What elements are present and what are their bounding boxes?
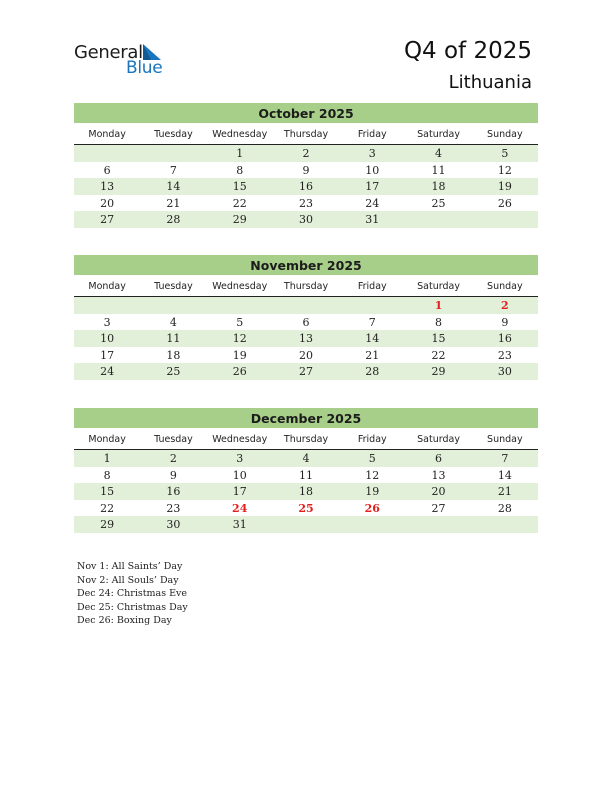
day-cell: 18 (298, 485, 313, 498)
week-row (74, 516, 538, 533)
day-cell: 23 (166, 501, 181, 515)
weekday-label: Sunday (487, 434, 523, 445)
day-cell: 22 (431, 348, 446, 362)
holiday-list (77, 560, 188, 628)
holiday-entry: Nov 2: All Souls’ Day (77, 574, 179, 586)
day-cell: 15 (100, 485, 115, 498)
day-cell: 31 (232, 518, 247, 531)
day-cell: 28 (365, 365, 380, 378)
week-row (74, 483, 538, 500)
weekday-header-row (74, 127, 538, 145)
day-cell: 9 (501, 315, 509, 329)
month-calendar-october (74, 103, 538, 228)
day-cell: 24 (365, 196, 380, 210)
week-row (74, 467, 538, 484)
week-row (74, 162, 538, 179)
weekday-label: Thursday (283, 281, 329, 292)
day-cell (472, 516, 538, 533)
day-cell: 16 (166, 485, 181, 498)
day-cell: 2 (169, 452, 177, 465)
weekday-label: Saturday (417, 281, 460, 292)
day-cell: 5 (368, 452, 376, 465)
day-cell: 27 (431, 501, 446, 515)
day-cell: 26 (497, 196, 512, 210)
day-cell: 29 (100, 518, 115, 531)
day-cell: 11 (298, 468, 313, 482)
holiday-entry: Nov 1: All Saints’ Day (77, 561, 183, 572)
day-cell: 10 (232, 468, 247, 482)
weekday-label: Monday (88, 129, 126, 140)
day-cell: 5 (501, 147, 509, 160)
day-cell (74, 145, 140, 162)
day-cell (405, 211, 471, 228)
weekday-label: Friday (357, 129, 387, 140)
week-row (74, 195, 538, 212)
day-cell: 3 (368, 147, 376, 160)
day-cell: 4 (169, 315, 177, 329)
day-cell: 18 (431, 180, 446, 193)
day-cell: 28 (497, 501, 512, 515)
weekday-label: Monday (88, 434, 126, 445)
weekday-label: Wednesday (212, 129, 268, 140)
day-cell (140, 145, 206, 162)
day-cell: 20 (298, 348, 313, 362)
day-cell: 7 (501, 452, 509, 465)
weekday-label: Thursday (283, 434, 329, 445)
day-cell: 11 (166, 332, 181, 345)
weekday-label: Saturday (417, 129, 460, 140)
weekday-label: Tuesday (154, 129, 193, 140)
week-row (74, 363, 538, 380)
day-cell (405, 516, 471, 533)
month-title: November 2025 (74, 255, 538, 275)
day-cell: 11 (431, 163, 446, 177)
weekday-label: Tuesday (154, 281, 193, 292)
day-cell: 31 (365, 213, 380, 226)
day-cell: 25 (166, 365, 181, 378)
day-cell: 6 (435, 452, 443, 465)
day-cell: 16 (298, 180, 313, 193)
day-cell (273, 297, 339, 314)
logo-text-general: General (74, 42, 143, 63)
weekday-label: Thursday (283, 129, 329, 140)
day-cell: 19 (232, 348, 247, 362)
weekday-label: Wednesday (212, 281, 268, 292)
holiday-day-cell: 26 (364, 501, 380, 515)
day-cell: 7 (368, 315, 376, 329)
day-cell (339, 297, 405, 314)
page-title: Q4 of 2025 (403, 38, 532, 64)
weekday-label: Friday (357, 434, 387, 445)
day-cell: 27 (100, 213, 115, 226)
logo-text-blue: Blue (126, 58, 163, 78)
day-cell: 2 (302, 147, 310, 160)
weekday-label: Friday (357, 281, 387, 292)
day-cell: 12 (497, 163, 512, 177)
day-cell: 17 (365, 180, 380, 193)
month-calendar-november (74, 255, 538, 380)
day-cell: 23 (497, 348, 512, 362)
week-row (74, 450, 538, 467)
day-cell: 12 (232, 332, 247, 345)
day-cell: 13 (431, 468, 446, 482)
day-cell: 3 (103, 315, 111, 329)
day-cell: 22 (100, 501, 115, 515)
day-cell (140, 297, 206, 314)
day-cell: 10 (100, 332, 115, 345)
day-cell: 30 (166, 518, 181, 531)
holiday-day-cell: 25 (298, 501, 314, 515)
month-title: December 2025 (74, 408, 538, 428)
holiday-entry: Dec 24: Christmas Eve (77, 588, 188, 599)
day-cell: 21 (365, 348, 380, 362)
day-cell: 28 (166, 213, 181, 226)
day-cell: 17 (100, 348, 115, 362)
holiday-entry: Dec 26: Boxing Day (77, 615, 172, 626)
day-cell: 13 (298, 332, 313, 345)
day-cell: 4 (435, 147, 443, 160)
day-cell: 23 (298, 196, 313, 210)
day-cell: 14 (365, 332, 380, 345)
generalblue-logo (74, 42, 174, 78)
day-cell: 9 (169, 468, 177, 482)
week-row (74, 211, 538, 228)
day-cell (339, 516, 405, 533)
holiday-entry: Dec 25: Christmas Day (77, 601, 188, 613)
day-cell: 16 (497, 332, 512, 345)
day-cell: 15 (232, 180, 247, 193)
day-cell: 19 (497, 180, 512, 193)
week-row (74, 145, 538, 162)
month-calendar-december (74, 408, 538, 533)
day-cell: 1 (236, 147, 244, 160)
week-row (74, 297, 538, 314)
week-row (74, 500, 538, 517)
day-cell: 21 (497, 485, 512, 498)
day-cell: 17 (232, 485, 247, 498)
month-title: October 2025 (74, 103, 538, 123)
day-cell: 15 (431, 332, 446, 345)
day-cell: 30 (298, 213, 313, 226)
holiday-day-cell: 1 (434, 299, 443, 312)
holiday-day-cell: 24 (232, 501, 248, 515)
day-cell: 6 (103, 163, 111, 177)
day-cell: 3 (236, 452, 244, 465)
day-cell: 4 (302, 452, 310, 465)
day-cell: 8 (236, 163, 244, 177)
day-cell: 12 (365, 468, 380, 482)
week-row (74, 347, 538, 364)
day-cell: 25 (431, 196, 446, 210)
day-cell: 8 (103, 468, 111, 482)
day-cell: 20 (100, 196, 115, 210)
day-cell: 24 (100, 365, 115, 378)
day-cell: 22 (232, 196, 247, 210)
day-cell (472, 211, 538, 228)
day-cell: 13 (100, 180, 115, 193)
weekday-header-row (74, 432, 538, 450)
day-cell: 10 (365, 163, 380, 177)
day-cell: 8 (435, 315, 443, 329)
day-cell (207, 297, 273, 314)
weekday-label: Sunday (487, 281, 523, 292)
day-cell: 21 (166, 196, 181, 210)
weekday-label: Sunday (487, 129, 523, 140)
day-cell: 19 (365, 485, 380, 498)
weekday-label: Wednesday (212, 434, 268, 445)
day-cell: 14 (497, 468, 512, 482)
day-cell (273, 516, 339, 533)
day-cell: 29 (232, 213, 247, 226)
day-cell: 30 (497, 365, 512, 378)
day-cell: 9 (302, 163, 310, 177)
holiday-day-cell: 2 (501, 299, 509, 312)
day-cell: 20 (431, 485, 446, 498)
day-cell: 29 (431, 365, 446, 378)
weekday-label: Saturday (417, 434, 460, 445)
day-cell: 1 (103, 452, 111, 465)
day-cell: 14 (166, 180, 181, 193)
week-row (74, 178, 538, 195)
day-cell: 26 (232, 365, 247, 378)
week-row (74, 314, 538, 331)
country-name: Lithuania (448, 72, 532, 93)
day-cell: 6 (302, 315, 310, 329)
day-cell: 7 (169, 163, 177, 177)
week-row (74, 330, 538, 347)
day-cell: 18 (166, 348, 181, 362)
day-cell: 5 (236, 315, 244, 329)
weekday-label: Monday (88, 281, 126, 292)
weekday-label: Tuesday (154, 434, 193, 445)
weekday-header-row (74, 279, 538, 297)
day-cell (74, 297, 140, 314)
day-cell: 27 (298, 365, 313, 378)
